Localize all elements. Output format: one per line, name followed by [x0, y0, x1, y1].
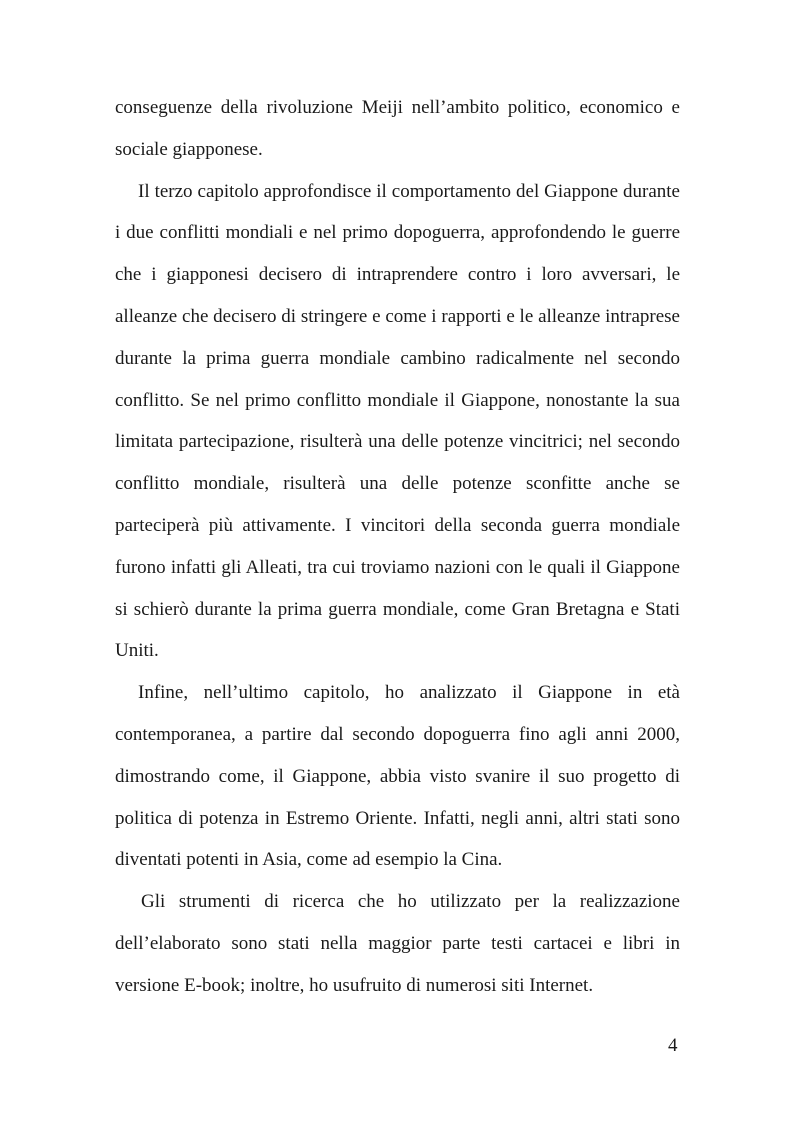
page-number: 4	[668, 1035, 678, 1056]
paragraph-last-chapter: Infine, nell’ultimo capitolo, ho analizzato il Giappone in età contemporanea, a partire dal secondo dopoguerra fino agli anni 2000, dimostrando come, il Giappone, abbia visto svanire il suo progetto di politica di potenza in Estremo Oriente. Infatti, negli anni, altri stati sono diventati potenti in Asia, come ad esempio la Cina.	[115, 682, 680, 871]
document-body	[115, 87, 680, 1007]
paragraph-research-tools: Gli strumenti di ricerca che ho utilizzato per la realizzazione dell’elaborato sono stati nella maggior parte testi cartacei e libri in versione E-book; inoltre, ho usufruito di numerosi siti Internet.	[115, 891, 680, 996]
paragraph-third-chapter: Il terzo capitolo approfondisce il comportamento del Giappone durante i due conflitti mondiali e nel primo dopoguerra, approfondendo le guerre che i giapponesi decisero di intraprendere contro i loro avversari, le alleanze che decisero di stringere e come i rapporti e le alleanze intraprese durante la prima guerra mondiale cambino radicalmente nel secondo conflitto. Se nel primo conflitto mondiale il Giappone, nonostante la sua limitata partecipazione, risulterà una delle potenze vincitrici; nel secondo conflitto mondiale, risulterà una delle potenze sconfitte anche se parteciperà più attivamente. I vincitori della seconda guerra mondiale furono infatti gli Alleati, tra cui troviamo nazioni con le quali il Giappone si schierò durante la prima guerra mondiale, come Gran Bretagna e Stati Uniti.	[115, 180, 680, 662]
paragraph-meiji-consequences: conseguenze della rivoluzione Meiji nell’ambito politico, economico e sociale giapponese.	[115, 97, 680, 160]
